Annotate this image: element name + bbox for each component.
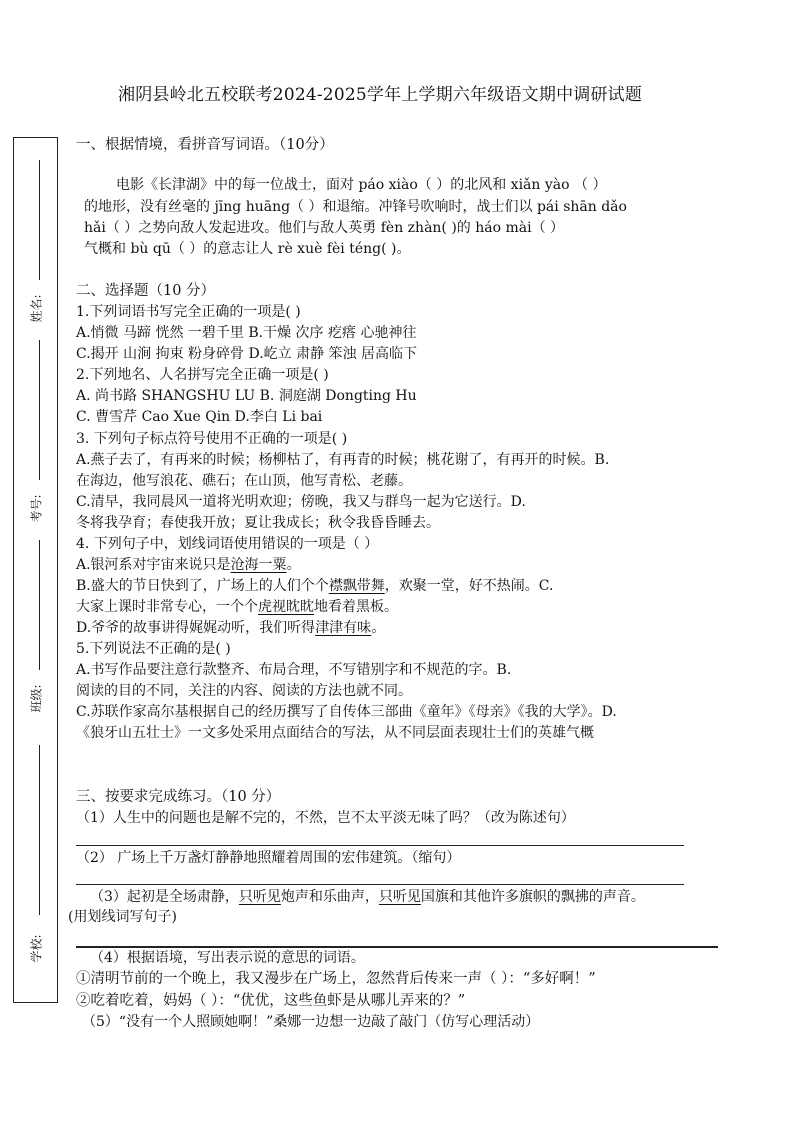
exam-no-line [39,340,40,480]
name-label: 姓名: [29,294,44,323]
s2-line: 在海边，他写浪花、礁石；在山顶，他写青松、老藤。 [76,473,412,489]
s2-line: 5.下列说法不正确的是( ) [76,641,231,657]
section-1-header: 一、根据情境，看拼音写词语。（10分） [76,137,334,153]
s3-q3: （3）起初是全场肃静，只听见炮声和乐曲声，只听见国旗和其他许多旗帜的飘拂的声音。 [90,889,645,905]
underlined-word: 只听见 [238,889,281,905]
s2-line: C.揭开 山涧 拘束 粉身碎骨 D.屹立 肃静 笨浊 居高临下 [76,346,417,362]
name-line [39,160,40,280]
s2-line: 冬将我孕育；春使我开放；夏让我成长；秋令我昏昏睡去。 [76,515,440,531]
s2-line: 2.下列地名、人名拼写完全正确一项是( ) [76,367,329,383]
s3-q1: （1）人生中的问题也是解不完的，不然，岂不太平淡无味了吗？（改为陈述句） [76,810,575,826]
s3-q3-note: (用划线词写句子) [68,909,177,925]
s2-line: C. 曹雪芹 Cao Xue Qin D.李白 Li bai [76,409,323,425]
s3-q5: （5）“没有一个人照顾她啊！”桑娜一边想一边敲了敲门（仿写心理活动） [82,1014,540,1030]
s3-q4-2: ②吃着吃着，妈妈（ ）：“优优，这些鱼虾是从哪儿弄来的？” [76,993,466,1009]
s2-line: C.苏联作家高尔基根据自己的经历撰写了自传体三部曲《童年》《母亲》《我的大学》。D. [76,704,617,720]
school-line [39,745,40,915]
s1-line-3: hǎi（ ）之势向敌人发起进攻。他们与敌人英勇 fèn zhàn( )的 háo mài（ ） [84,220,565,236]
s2-line: A.书写作品要注意行款整齐、布局合理，不写错别字和不规范的字。B. [76,662,512,678]
s2-line: 3. 下列句子标点符号使用不正确的一项是( ) [76,431,348,447]
answer-line[interactable] [76,845,684,846]
q4-option-d: D.爷爷的故事讲得娓娓动听，我们听得津津有味。 [76,620,386,636]
q4-option-b: B.盛大的节日快到了，广场上的人们个个襟飘带舞，欢聚一堂，好不热闹。C. [76,578,554,594]
s1-line-2: 的地形，没有丝毫的 jīng huāng（ ）和退缩。冲锋号吹响时，战士们以 pái shān dǎo [84,199,627,215]
s1-line-4: 气概和 bù qū（ ）的意志让人 rè xuè fèi téng( )。 [84,241,411,257]
s2-line: 4. 下列句子中，划线词语使用错误的一项是（ ） [76,536,379,552]
q4-option-a: A.银河系对宇宙来说只是沧海一粟。 [76,557,301,573]
s1-line-1: 电影《长津湖》中的每一位战士，面对 páo xiào（ ）的北风和 xiǎn yào （ ） [116,177,607,193]
s2-line: A.燕子去了，有再来的时候；杨柳枯了，有再青的时候；桃花谢了，有再开的时候。B. [76,452,610,468]
underlined-word: 只听见 [378,889,421,905]
page-title: 湘阴县岭北五校联考2024-2025学年上学期六年级语文期中调研试题 [118,85,643,105]
s2-line: A.悄微 马蹄 恍然 一碧千里 B.干燥 次序 疙瘩 心驰神往 [76,325,417,341]
s2-line: 阅读的目的不同，关注的内容、阅读的方法也就不同。 [76,683,412,699]
binding-strip [13,137,58,1003]
section-2-header: 二、选择题（10 分） [76,283,216,299]
underlined-word: 沧海一粟 [230,557,287,573]
s2-line: 1.下列词语书写完全正确的一项是( ) [76,304,301,320]
exam-no-label: 考号: [29,494,44,523]
q4-option-c: 大家上课时非常专心，一个个虎视眈眈地看着黑板。 [76,599,398,615]
s3-q4: （4）根据语境，写出表示说的意思的词语。 [90,950,365,966]
s3-q4-1: ①清明节前的一个晚上，我又漫步在广场上，忽然背后传来一声（ ）：“多好啊！” [76,971,596,987]
s2-line: 《狼牙山五壮士》一文多处采用点面结合的写法，从不同层面表现壮士们的英雄气概 [76,725,594,741]
s3-q2: （2） 广场上千万盏灯静静地照耀着周围的宏伟建筑。（缩句） [76,850,461,866]
s2-line: C.清早，我同晨风一道将光明欢迎；傍晚，我又与群鸟一起为它送行。D. [76,494,526,510]
s2-line: A. 尚书路 SHANGSHU LU B. 洞庭湖 Dongting Hu [76,388,417,404]
underlined-word: 津津有味 [315,620,372,636]
answer-line[interactable] [76,884,684,885]
section-3-header: 三、按要求完成练习。（10 分） [76,789,281,805]
class-label: 班级: [29,684,44,713]
class-line [39,540,40,670]
underlined-word: 虎视眈眈 [258,599,314,615]
underlined-word: 襟飘带舞 [328,578,385,594]
school-label: 学校: [29,934,44,963]
